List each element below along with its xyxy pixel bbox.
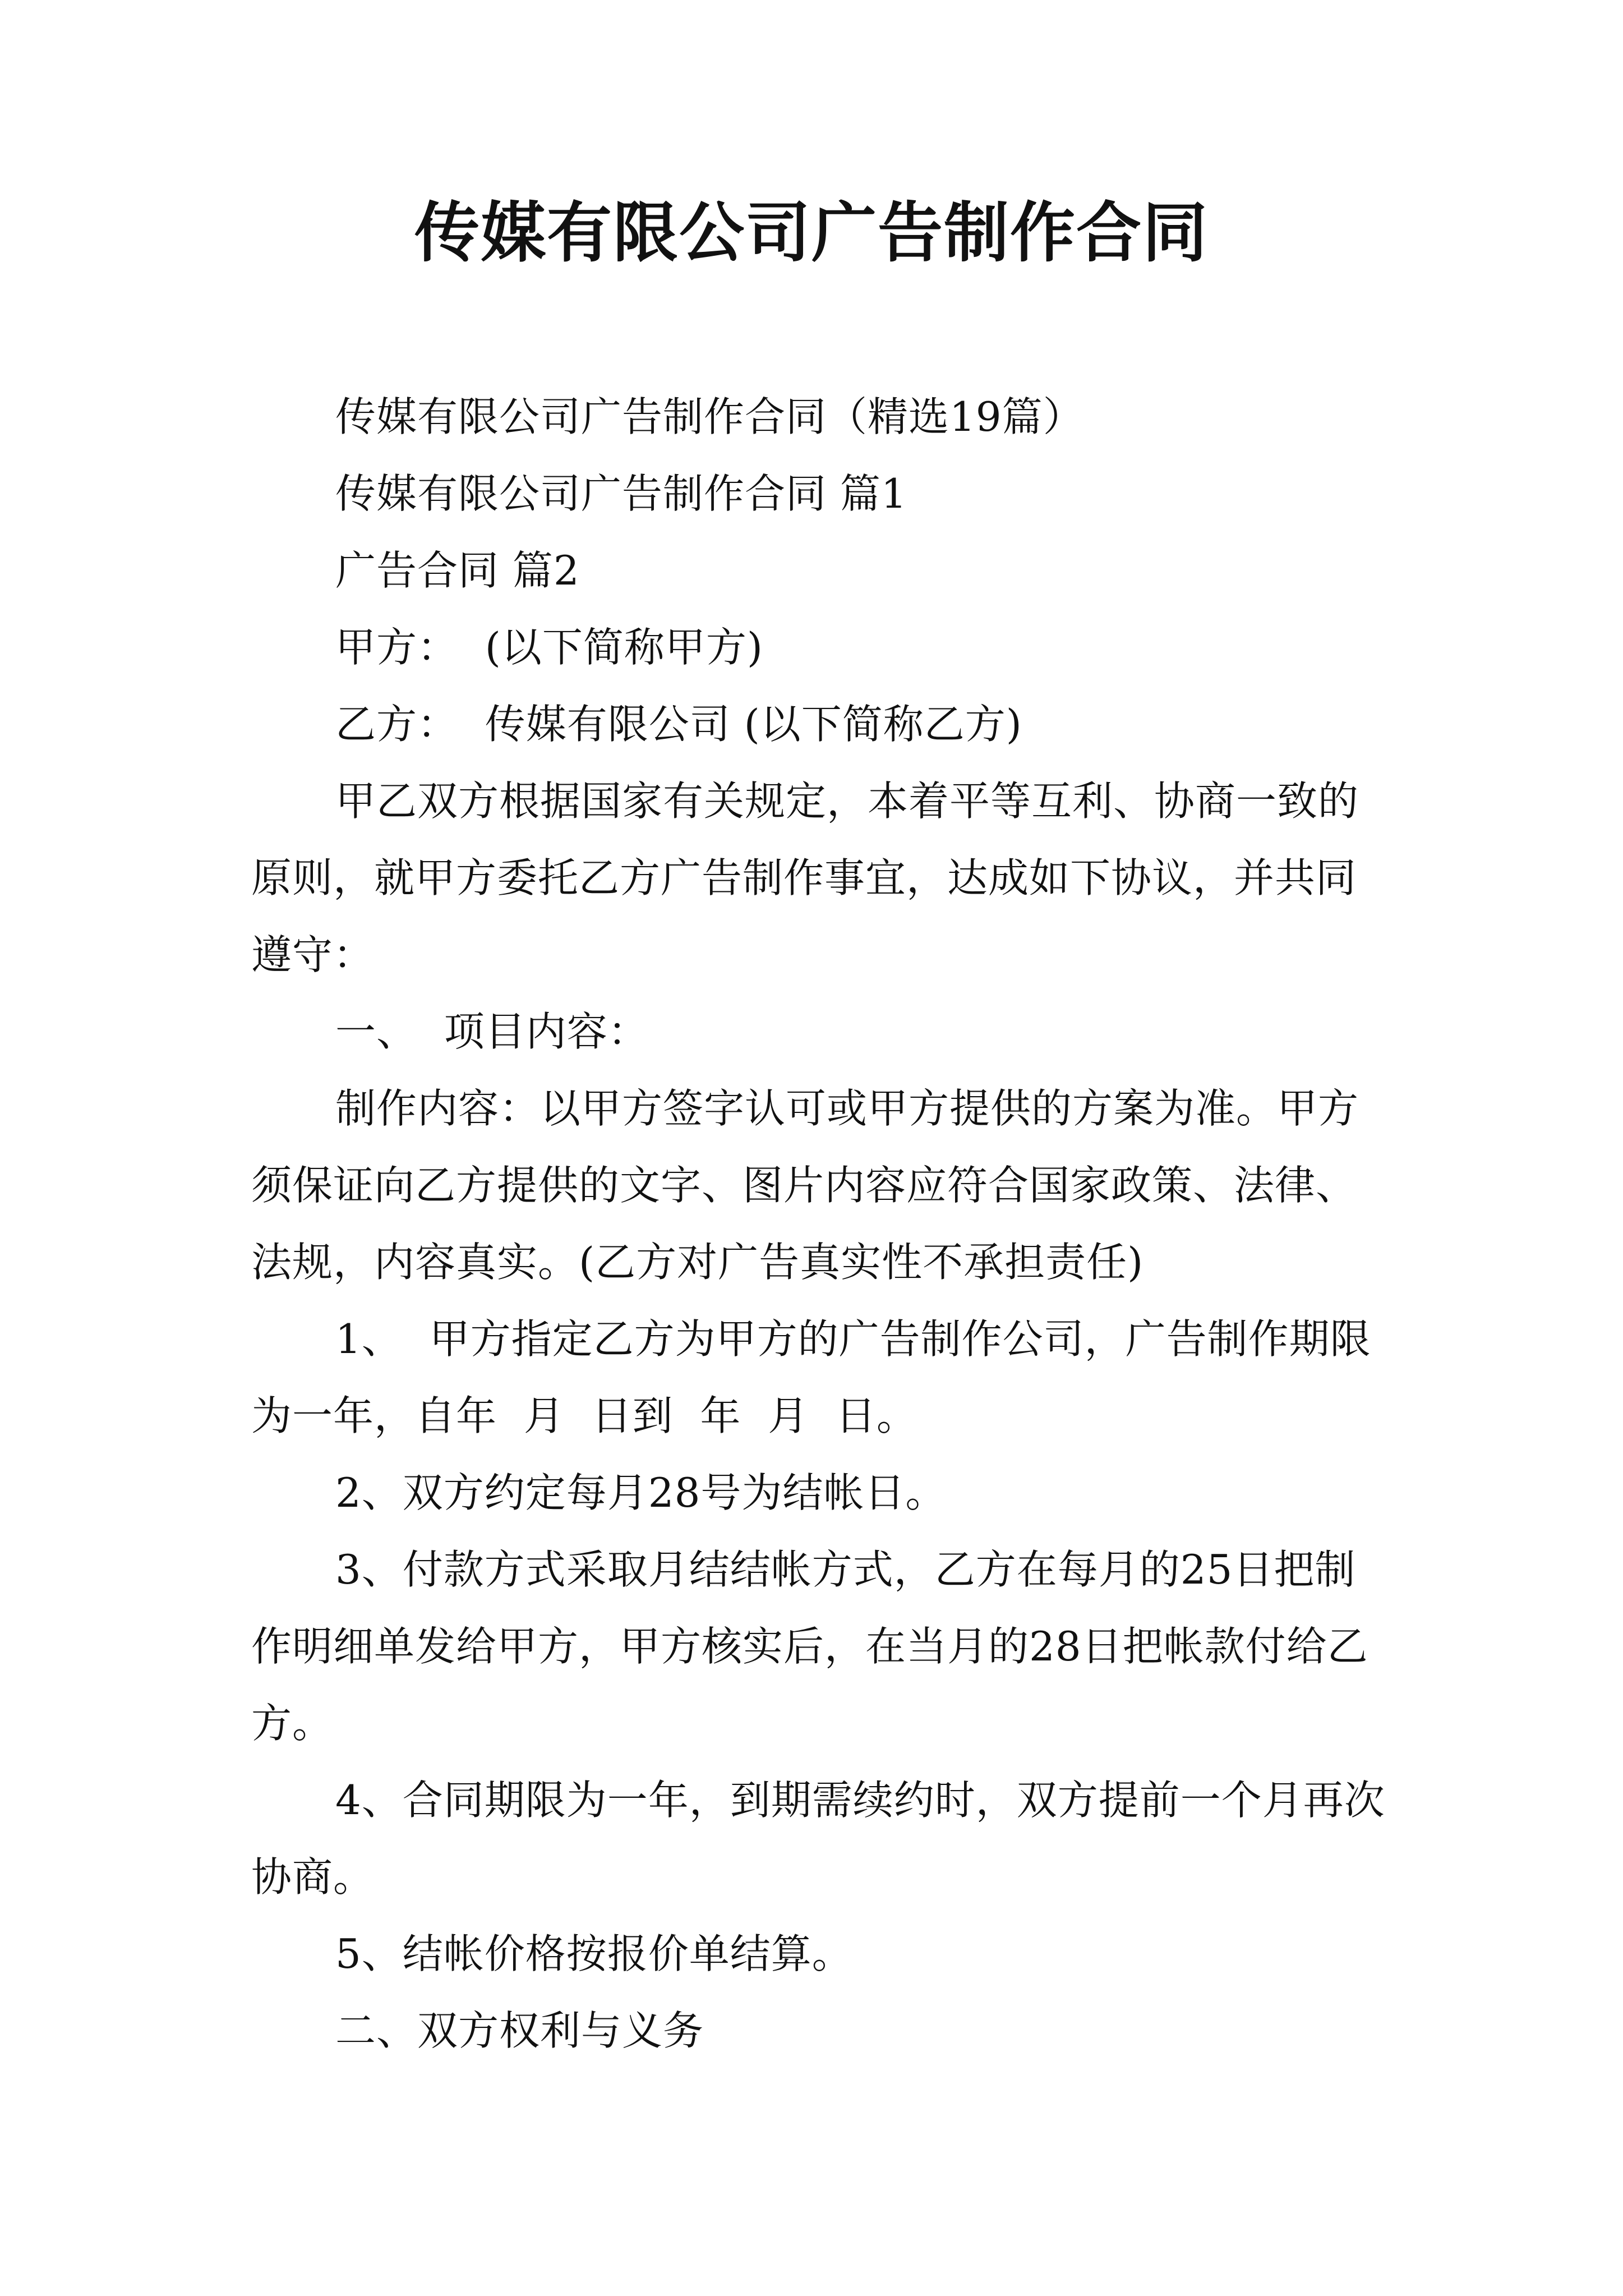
paragraph-production-content: 制作内容：以甲方签字认可或甲方提供的方案为准。甲方须保证向乙方提供的文字、图片内容应符合国家政策、法律、法规，内容真实。(乙方对广告真实性不承担责任)	[251, 1085, 1359, 1286]
document-title: 传媒有限公司广告制作合同	[414, 195, 1209, 271]
paragraph-clause-1: 1、 甲方指定乙方为甲方的广告制作公司，广告制作期限为一年，自年 月 日到 年 月 日。	[251, 1315, 1371, 1439]
paragraph-clause-2: 2、双方约定每月28号为结帐日。	[335, 1469, 947, 1516]
document-body	[251, 379, 1390, 2069]
paragraph-rights-obligations-heading: 二、双方权利与义务	[335, 2007, 704, 2054]
paragraph-clause-4: 4、合同期限为一年，到期需续约时，双方提前一个月再次协商。	[251, 1777, 1385, 1901]
paragraph-preamble: 甲乙双方根据国家有关规定，本着平等互利、协商一致的原则，就甲方委托乙方广告制作事宜，达成如下协议，并共同遵守：	[251, 777, 1359, 978]
paragraph-party-a: 甲方： (以下简称甲方)	[335, 624, 763, 671]
paragraph-section-1-heading: 传媒有限公司广告制作合同 篇1	[335, 470, 907, 517]
paragraph-clause-5: 5、结帐价格按报价单结算。	[335, 1930, 853, 1977]
paragraph-project-content-heading: 一、 项目内容：	[335, 1008, 649, 1055]
paragraph-clause-3: 3、付款方式采取月结结帐方式，乙方在每月的25日把制作明细单发给甲方，甲方核实后，在当月的28日把帐款付给乙方。	[251, 1546, 1368, 1747]
paragraph-collection-title: 传媒有限公司广告制作合同（精选19篇）	[335, 393, 1084, 440]
paragraph-section-2-heading: 广告合同 篇2	[335, 547, 580, 594]
paragraph-party-b: 乙方： 传媒有限公司 (以下简称乙方)	[335, 701, 1022, 748]
